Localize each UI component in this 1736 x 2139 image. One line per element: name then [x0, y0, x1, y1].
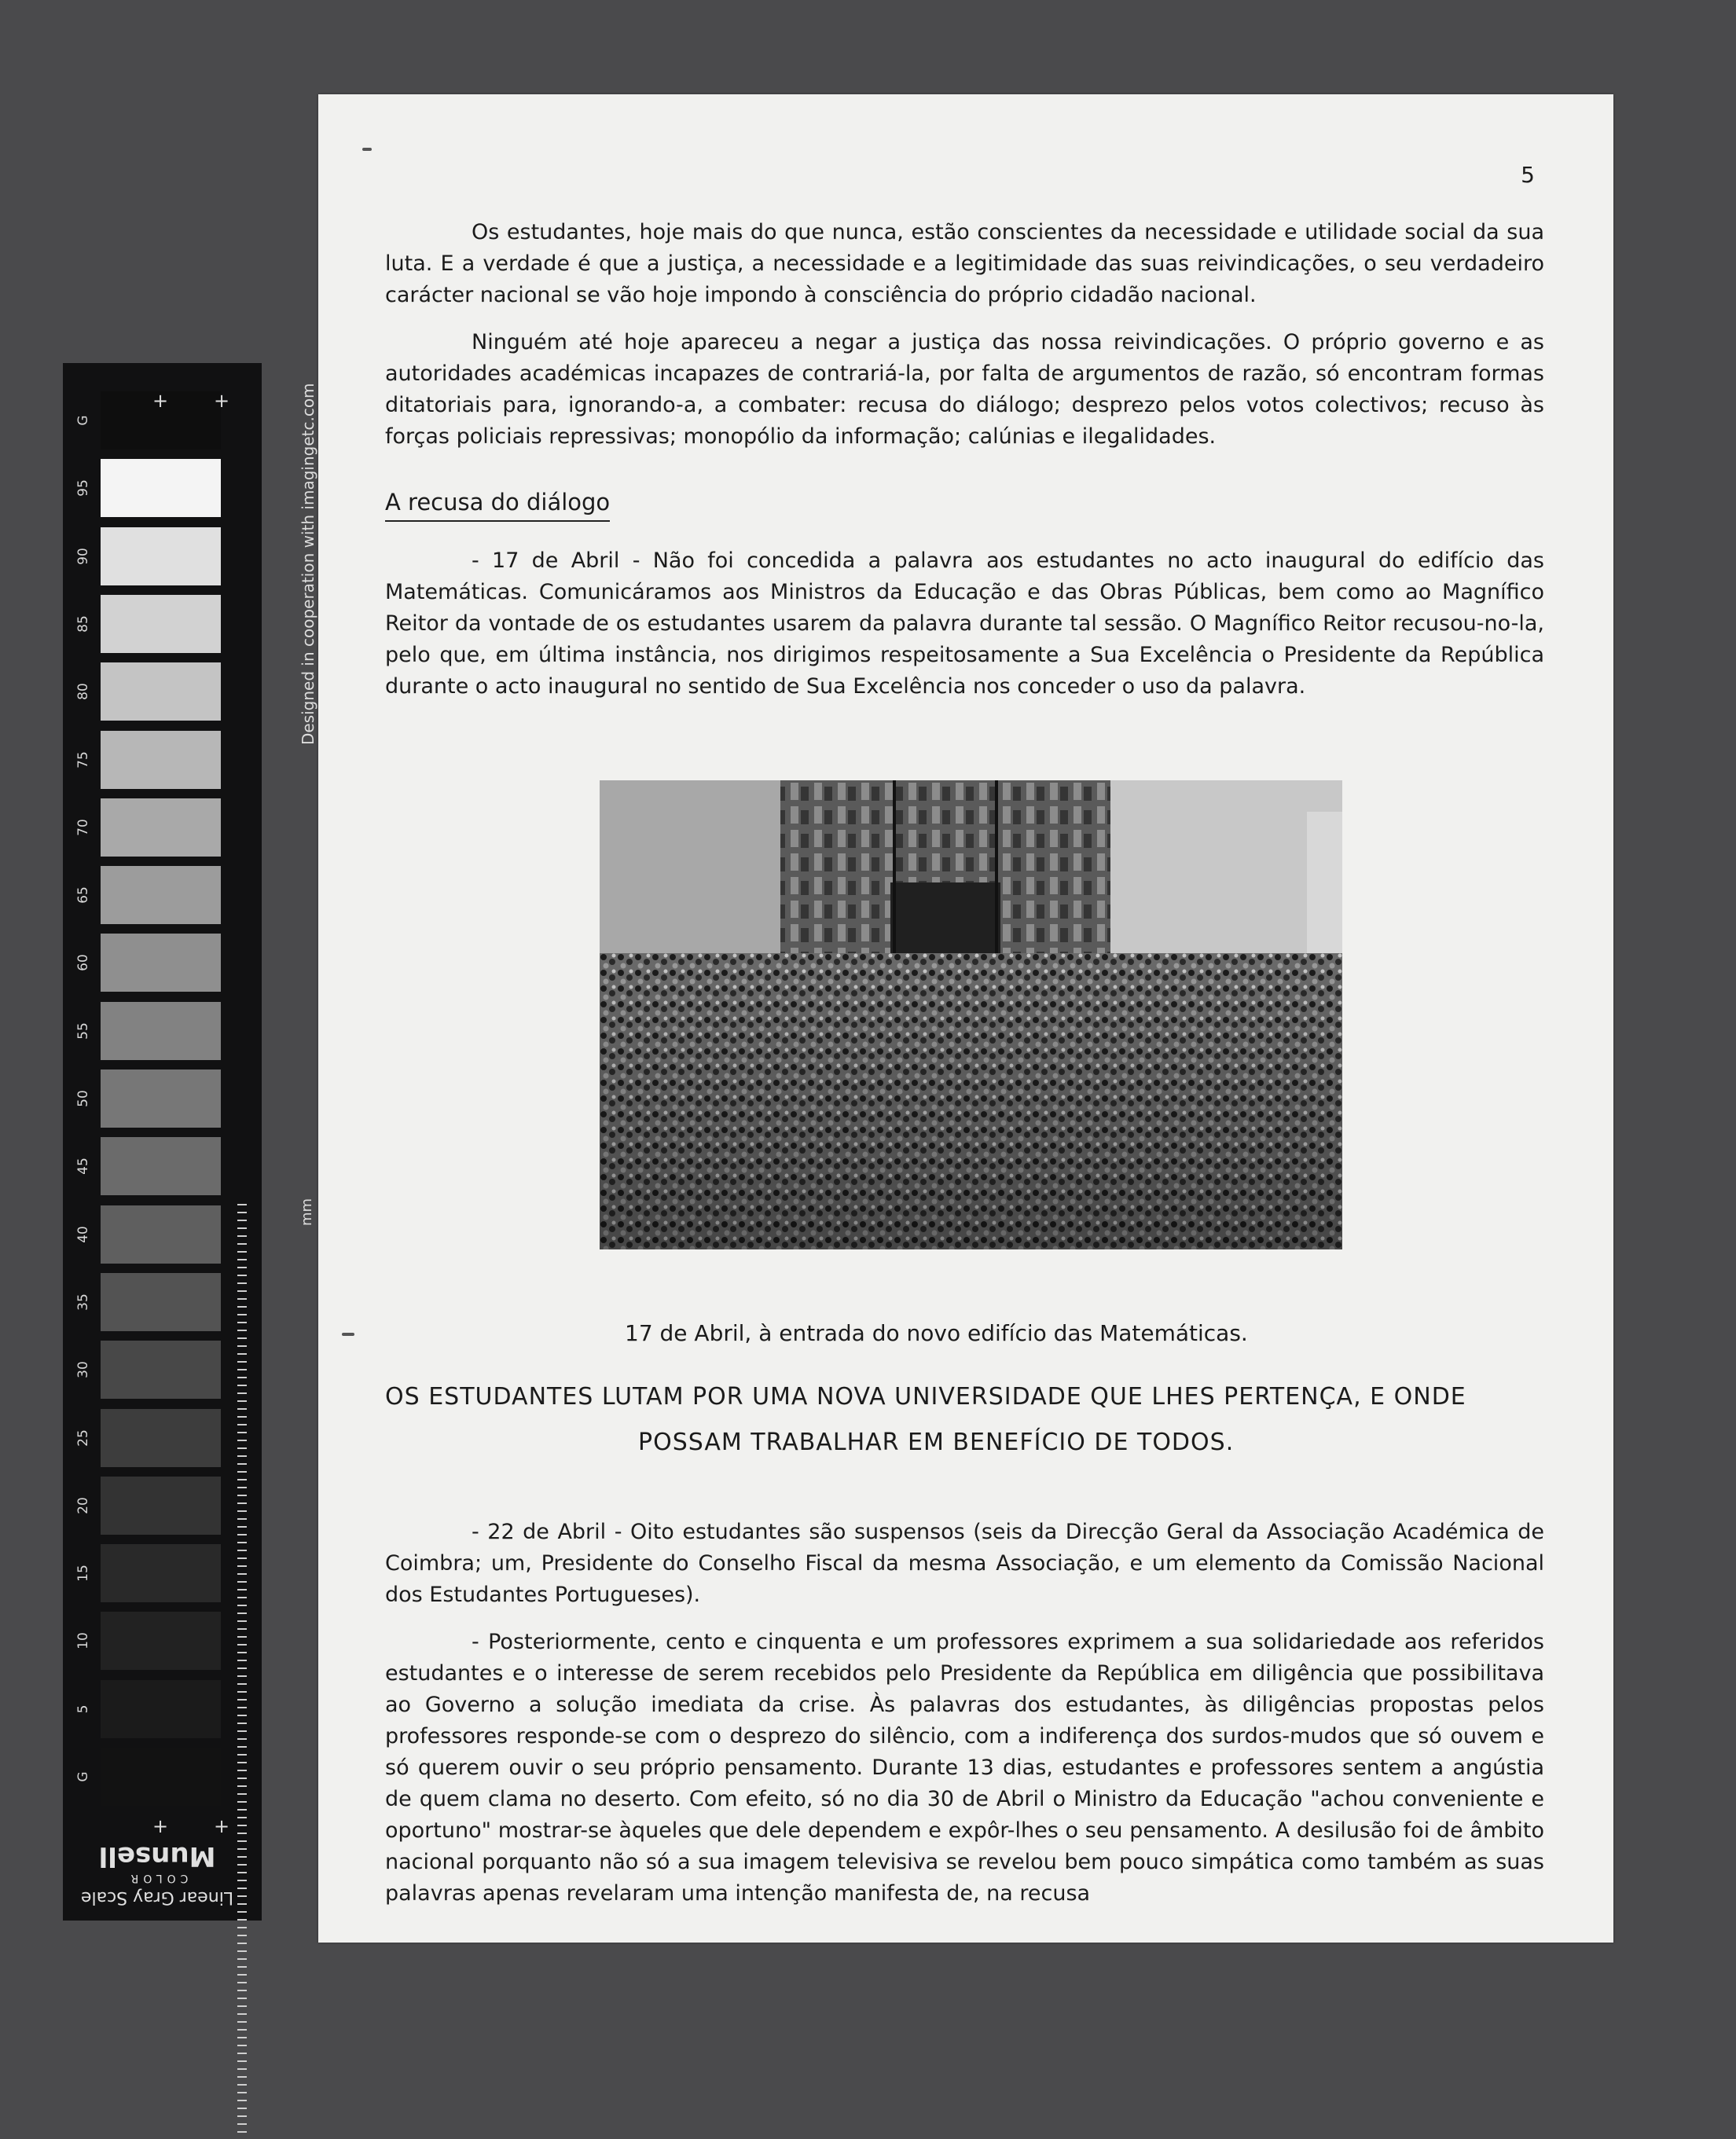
gray-scale-label: 20	[75, 1496, 91, 1514]
gray-scale-label: 80	[75, 683, 91, 701]
gray-swatch	[101, 1748, 221, 1806]
paragraph: - 22 de Abril - Oito estudantes são suspensos (seis da Direcção Geral da Associação Académica de Coimbra; um, Presidente do Conselho Fiscal da mesma Associação, e um elemento da Comissão Nacional dos Estudantes Portugueses).	[385, 1520, 1544, 1607]
gray-scale-label: 35	[75, 1293, 91, 1311]
gray-swatch	[101, 1205, 221, 1264]
mm-label: mm	[299, 1198, 315, 1226]
paragraph: Os estudantes, hoje mais do que nunca, estão conscientes da necessidade e utilidade social da sua luta. E a verdade é que a justiça, a necessidade e a legitimidade das suas reivindicações, o seu verdadeiro carácter nacional se vão hoje impondo à consciência do próprio cidadão nacional.	[385, 220, 1544, 307]
product-name: Linear Gray Scale	[80, 1888, 234, 1907]
paper-mark	[362, 148, 372, 151]
slogan-line-1: OS ESTUDANTES LUTAM POR UMA NOVA UNIVERSIDADE QUE LHES PERTENÇA, E ONDE	[385, 1383, 1466, 1411]
registration-mark: +	[152, 390, 169, 412]
gray-swatch	[101, 1409, 221, 1467]
brand-small: COLOR	[126, 1872, 189, 1884]
gray-swatch	[101, 934, 221, 992]
page-number: 5	[1521, 162, 1535, 188]
gray-swatch	[101, 1273, 221, 1331]
gray-swatch	[101, 595, 221, 653]
gray-scale-label: 90	[75, 547, 91, 565]
document-page	[318, 94, 1613, 1943]
gray-scale-label: 70	[75, 818, 91, 836]
brand-name: Munsell	[98, 1840, 216, 1872]
gray-swatch	[101, 459, 221, 517]
gray-swatch	[101, 527, 221, 585]
paragraph: - 17 de Abril - Não foi concedida a palavra aos estudantes no acto inaugural do edifício das Matemáticas. Comunicáramos aos Ministros da Educação e das Obras Públicas, bem como ao Magnífico Reitor da vontade de os estudantes usarem da palavra durante tal sessão. O Magnífico Reitor recusou-no-la, pelo que, em última instância, nos dirigimos respeitosamente a Sua Excelência o Presidente da República durante o acto inaugural no sentido de Sua Excelência nos conceder o uso da palavra.	[385, 549, 1544, 699]
gray-scale-card	[63, 363, 317, 1921]
gray-swatch	[101, 1612, 221, 1670]
gray-scale-label: 85	[75, 615, 91, 633]
gray-scale-label: 30	[75, 1361, 91, 1379]
photo-caption: 17 de Abril, à entrada do novo edifício das Matemáticas.	[625, 1320, 1248, 1346]
gray-scale-label: 50	[75, 1090, 91, 1107]
gray-swatch	[101, 1137, 221, 1195]
paragraph: Ninguém até hoje apareceu a negar a justiça das nossa reivindicações. O próprio governo e as autoridades académicas incapazes de contrariá-la, por falta de argumentos de razão, só encontram formas ditatoriais para, ignorando-a, a combater: recusa do diálogo; desprezo pelos votos colectivos; recuso às forças policiais repressivas; monopólio da informação; calúnias e ilegalidades.	[385, 330, 1544, 449]
gray-scale-label: 60	[75, 954, 91, 972]
intro-text	[385, 217, 1544, 468]
gray-scale-label: 75	[75, 750, 91, 769]
gray-scale-label: G	[75, 415, 91, 426]
gray-scale-label: 45	[75, 1158, 91, 1176]
gray-swatch	[101, 798, 221, 857]
paragraph: - Posteriormente, cento e cinquenta e um professores exprimem a sua solidariedade aos referidos estudantes e o interesse de serem recebidos pelo Presidente da República em diligência que possibilitava ao Governo a solução imediata da crise. Às palavras dos estudantes, às diligências propostas pelos professores responde-se com o desprezo do silêncio, com a indiferença dos surdos-mudos que só ouvem e só querem ouvir o seu próprio pensamento. Durante 13 dias, estudantes e professores sentem a angústia de quem clama no deserto. Com efeito, só no dia 30 de Abril o Ministro da Educação "achou conveniente e oportuno" mostrar-se àqueles que dele dependem e expôr-lhes o seu pensamento. A desilusão foi de âmbito nacional porquanto não só a sua imagem televisiva se revelou bem pouco simpática como também as suas palavras apenas revelaram uma intenção manifesta de, na recusa	[385, 1630, 1544, 1906]
paper-mark	[342, 1333, 354, 1336]
gray-scale-label: 65	[75, 886, 91, 904]
gray-swatch	[101, 1341, 221, 1399]
later-events-text	[385, 1517, 1544, 1925]
gray-scale-label: 55	[75, 1022, 91, 1040]
section-heading: A recusa do diálogo	[385, 489, 610, 522]
scale-credit-text: Designed in cooperation with imagingetc.com	[299, 383, 317, 745]
gray-swatch	[101, 1680, 221, 1738]
registration-mark: +	[214, 1815, 230, 1837]
gray-swatch	[101, 1544, 221, 1602]
april-17-text	[385, 545, 1544, 718]
gray-scale-label: 5	[75, 1704, 91, 1714]
gray-swatch	[101, 1477, 221, 1535]
gray-scale-label: 25	[75, 1429, 91, 1447]
slogan-line-2: POSSAM TRABALHAR EM BENEFÍCIO DE TODOS.	[638, 1429, 1235, 1456]
crowd-photo	[600, 780, 1342, 1249]
registration-mark: +	[152, 1815, 169, 1837]
gray-swatch	[101, 866, 221, 924]
gray-scale-label: 10	[75, 1632, 91, 1650]
registration-mark: +	[214, 390, 230, 412]
gray-swatch	[101, 731, 221, 789]
gray-swatch	[101, 1002, 221, 1060]
gray-swatch	[101, 1070, 221, 1128]
gray-scale-label: 40	[75, 1225, 91, 1243]
gray-swatch	[101, 662, 221, 721]
mm-ruler	[237, 1204, 247, 2139]
gray-scale-label: G	[75, 1771, 91, 1782]
gray-scale-label: 15	[75, 1565, 91, 1582]
gray-scale-label: 95	[75, 479, 91, 497]
munsell-brand	[79, 1840, 236, 1907]
